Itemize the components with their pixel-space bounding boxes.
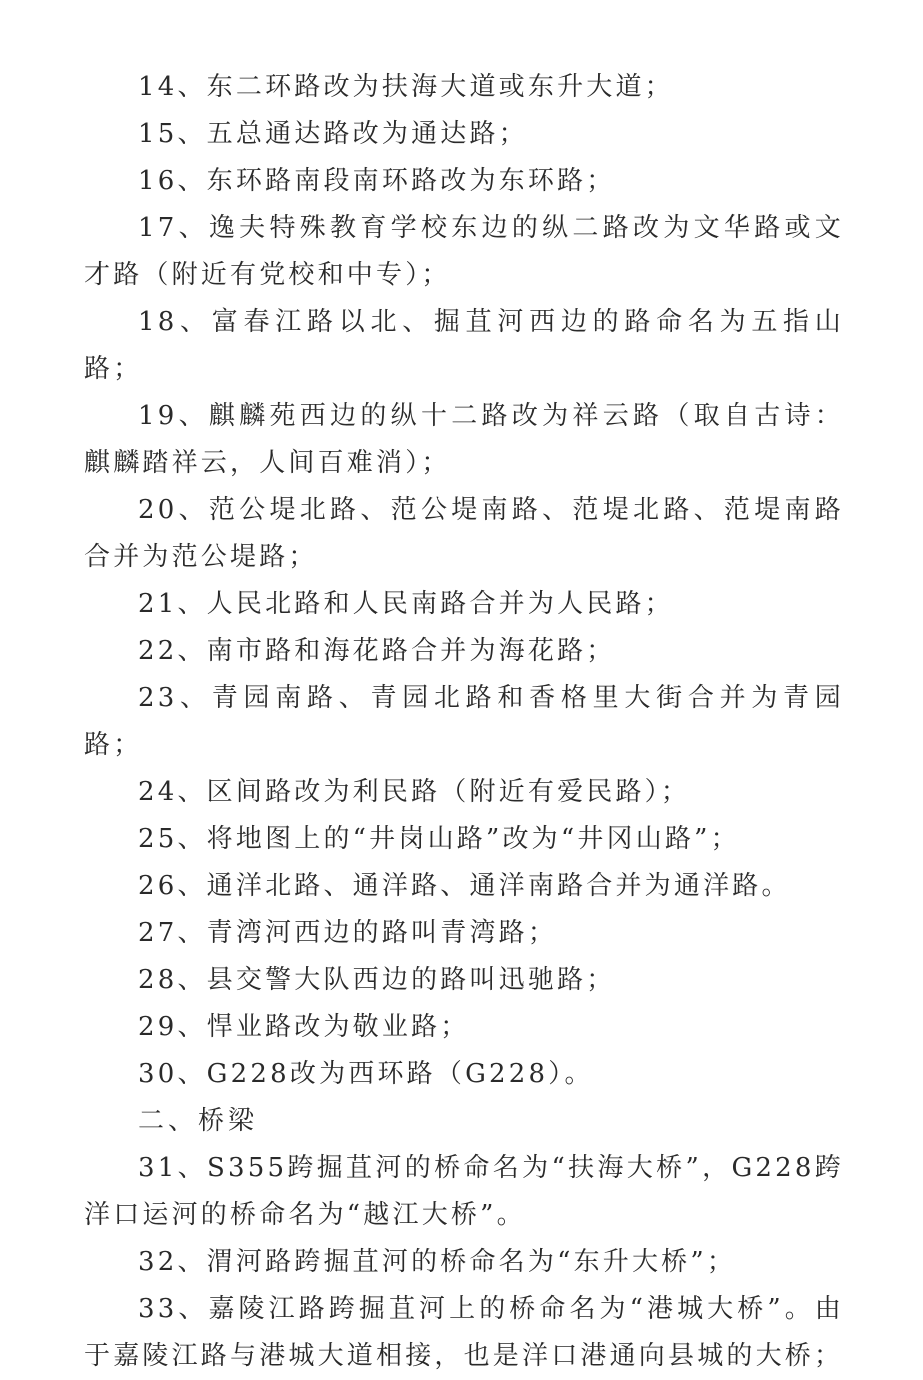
list-item-31: 31、S355跨掘苴河的桥命名为“扶海大桥”，G228跨洋口运河的桥命名为“越江大桥”。 bbox=[84, 1153, 844, 1230]
list-item-20: 20、范公堤北路、范公堤南路、范堤北路、范堤南路合并为范公堤路； bbox=[84, 495, 844, 572]
list-item-22: 22、南市路和海花路合并为海花路； bbox=[138, 636, 616, 666]
list-item-26: 26、通洋北路、通洋路、通洋南路合并为通洋路。 bbox=[138, 871, 791, 901]
list-item-14: 14、东二环路改为扶海大道或东升大道； bbox=[138, 72, 674, 102]
list-item-27: 27、青湾河西边的路叫青湾路； bbox=[138, 918, 558, 948]
list-item-18: 18、富春江路以北、掘苴河西边的路命名为五指山路； bbox=[84, 307, 844, 384]
list-item-30: 30、G228改为西环路（G228）。 bbox=[138, 1059, 594, 1089]
document-body bbox=[84, 64, 844, 1380]
list-item-28: 28、县交警大队西边的路叫迅驰路； bbox=[138, 965, 616, 995]
list-item-21: 21、人民北路和人民南路合并为人民路； bbox=[138, 589, 674, 619]
section-heading-bridges: 二、桥梁 bbox=[138, 1106, 259, 1136]
list-item-16: 16、东环路南段南环路改为东环路； bbox=[138, 166, 616, 196]
list-item-32: 32、渭河路跨掘苴河的桥命名为“东升大桥”； bbox=[138, 1247, 737, 1277]
list-item-19: 19、麒麟苑西边的纵十二路改为祥云路（取自古诗：麒麟踏祥云，人间百难消）； bbox=[84, 401, 844, 478]
list-item-25: 25、将地图上的“井岗山路”改为“井冈山路”； bbox=[138, 824, 740, 854]
list-item-17: 17、逸夫特殊教育学校东边的纵二路改为文华路或文才路（附近有党校和中专）； bbox=[84, 213, 844, 290]
list-item-29: 29、悍业路改为敬业路； bbox=[138, 1012, 470, 1042]
list-item-23: 23、青园南路、青园北路和香格里大街合并为青园路； bbox=[84, 683, 844, 760]
list-item-24: 24、区间路改为利民路（附近有爱民路）； bbox=[138, 777, 691, 807]
list-item-15: 15、五总通达路改为通达路； bbox=[138, 119, 528, 149]
list-item-33: 33、嘉陵江路跨掘苴河上的桥命名为“港城大桥”。由于嘉陵江路与港城大道相接，也是洋口港通向县城的大桥； bbox=[84, 1294, 844, 1371]
